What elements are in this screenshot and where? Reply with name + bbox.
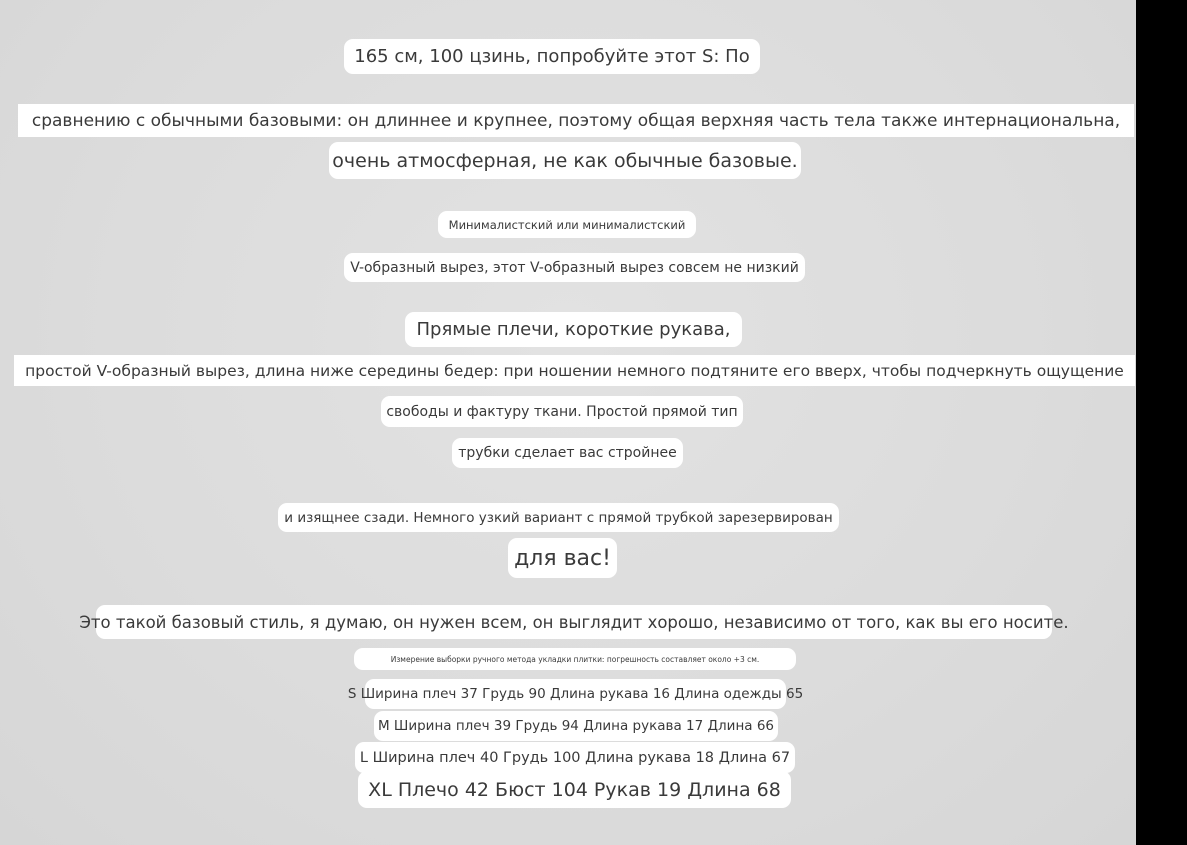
caption-line-12: Это такой базовый стиль, я думаю, он нужен всем, он выглядит хорошо, независимо от того, как вы его носите.	[96, 605, 1052, 639]
caption-line-11: для вас!	[508, 538, 617, 578]
caption-line-8: свободы и фактуру ткани. Простой прямой тип	[381, 396, 743, 427]
caption-line-1: 165 см, 100 цзинь, попробуйте этот S: По	[344, 39, 760, 74]
caption-line-5: V-образный вырез, этот V-образный вырез совсем не низкий	[344, 253, 805, 282]
caption-line-9: трубки сделает вас стройнее	[452, 438, 683, 468]
caption-line-4: Минималистский или минималистский	[438, 211, 696, 238]
size-row-l: L Ширина плеч 40 Грудь 100 Длина рукава 18 Длина 67	[355, 742, 795, 773]
size-row-s: S Ширина плеч 37 Грудь 90 Длина рукава 16 Длина одежды 65	[365, 679, 786, 709]
caption-line-10: и изящнее сзади. Немного узкий вариант с прямой трубкой зарезервирован	[278, 503, 839, 532]
size-chart-note: Измерение выборки ручного метода укладки плитки: погрешность составляет около +3 см.	[354, 648, 796, 670]
caption-line-7: простой V-образный вырез, длина ниже середины бедер: при ношении немного подтяните его вверх, чтобы подчеркнуть ощущение	[14, 355, 1135, 386]
right-side-bar	[1136, 0, 1187, 845]
caption-line-3: очень атмосферная, не как обычные базовые.	[329, 142, 801, 179]
size-row-m: M Ширина плеч 39 Грудь 94 Длина рукава 17 Длина 66	[374, 711, 778, 741]
size-row-xl: XL Плечо 42 Бюст 104 Рукав 19 Длина 68	[358, 771, 791, 808]
caption-line-6: Прямые плечи, короткие рукава,	[405, 312, 742, 347]
caption-line-2: сравнению с обычными базовыми: он длиннее и крупнее, поэтому общая верхняя часть тела также интернациональна,	[18, 104, 1134, 137]
